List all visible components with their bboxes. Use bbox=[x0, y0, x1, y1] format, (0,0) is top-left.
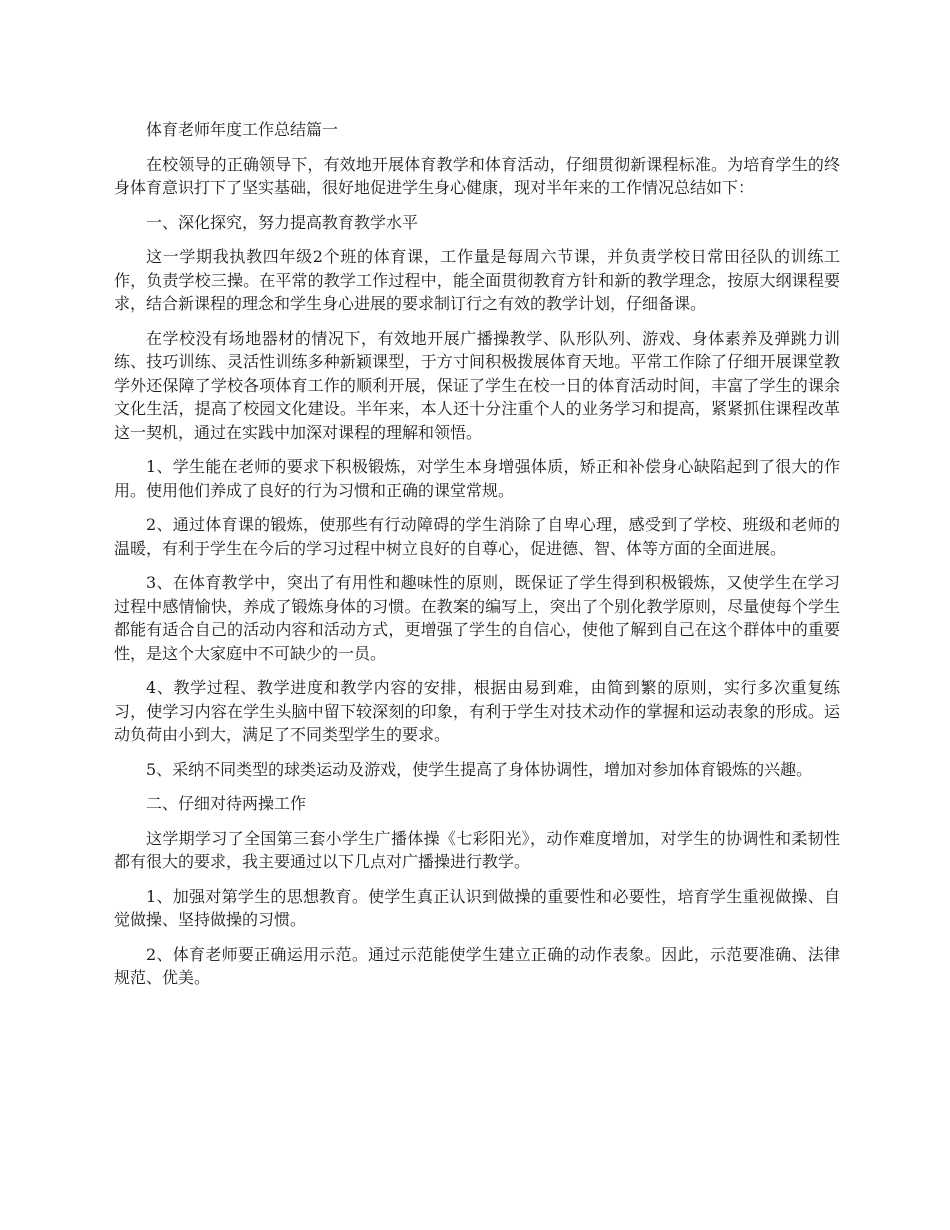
list-item-4: 4、教学过程、教学进度和教学内容的安排，根据由易到难，由简到繁的原则，实行多次重复练习，使学习内容在学生头脑中留下较深刻的印象，有利于学生对技术动作的掌握和运动表象的形成。运动负荷由小到大，满足了不同类型学生的要求。 bbox=[114, 678, 840, 744]
paragraph: 这学期学习了全国第三套小学生广播体操《七彩阳光》，动作难度增加，对学生的协调性和柔韧性都有很大的要求，我主要通过以下几点对广播操进行教学。 bbox=[114, 828, 840, 871]
paragraph-intro: 在校领导的正确领导下，有效地开展体育教学和体育活动，仔细贯彻新课程标准。为培育学生的终身体育意识打下了坚实基础，很好地促进学生身心健康，现对半年来的工作情况总结如下： bbox=[114, 154, 840, 197]
document-title: 体育老师年度工作总结篇一 bbox=[146, 120, 339, 139]
document-body bbox=[114, 118, 840, 1001]
list-item-1: 1、学生能在老师的要求下积极锻炼，对学生本身增强体质，矫正和补偿身心缺陷起到了很大的作用。使用他们养成了良好的行为习惯和正确的课堂常规。 bbox=[114, 457, 840, 500]
list-item-5: 5、采纳不同类型的球类运动及游戏，使学生提高了身体协调性，增加对参加体育锻炼的兴趣。 bbox=[146, 759, 813, 779]
list-item-2: 2、通过体育课的锻炼，使那些有行动障碍的学生消除了自卑心理，感受到了学校、班级和老师的温暖，有利于学生在今后的学习过程中树立良好的自尊心，促进德、智、体等方面的全面进展。 bbox=[114, 515, 840, 558]
paragraph: 这一学期我执教四年级2个班的体育课，工作量是每周六节课，并负责学校日常田径队的训练工作，负责学校三操。在平常的教学工作过程中，能全面贯彻教育方针和新的教学理念，按原大纲课程要求，结合新课程的理念和学生身心进展的要求制订行之有效的教学计划，仔细备课。 bbox=[114, 247, 840, 313]
list-item-1: 1、加强对第学生的思想教育。使学生真正认识到做操的重要性和必要性，培育学生重视做操、自觉做操、坚持做操的习惯。 bbox=[114, 886, 840, 929]
paragraph: 在学校没有场地器材的情况下，有效地开展广播操教学、队形队列、游戏、身体素养及弹跳力训练、技巧训练、灵活性训练多种新颖课型，于方寸间积极拨展体育天地。平常工作除了仔细开展课堂教学外还保障了学校各项体育工作的顺利开展，保证了学生在校一日的体育活动时间，丰富了学生的课余文化生活，提高了校园文化建设。半年来，本人还十分注重个人的业务学习和提高，紧紧抓住课程改革这一契机，通过在实践中加深对课程的理解和领悟。 bbox=[114, 328, 840, 442]
list-item-3: 3、在体育教学中，突出了有用性和趣味性的原则，既保证了学生得到积极锻炼，又使学生在学习过程中感情愉快，养成了锻炼身体的习惯。在教案的编写上，突出了个别化教学原则，尽量使每个学生都能有适合自己的活动内容和活动方式，更增强了学生的自信心，使他了解到自己在这个群体中的重要性，是这个大家庭中不可缺少的一员。 bbox=[114, 573, 840, 663]
section-heading-1: 一、深化探究，努力提高教育教学水平 bbox=[146, 212, 419, 232]
list-item-2: 2、体育老师要正确运用示范。通过示范能使学生建立正确的动作表象。因此，示范要准确、法律规范、优美。 bbox=[114, 944, 840, 987]
section-heading-2: 二、仔细对待两操工作 bbox=[146, 794, 307, 813]
